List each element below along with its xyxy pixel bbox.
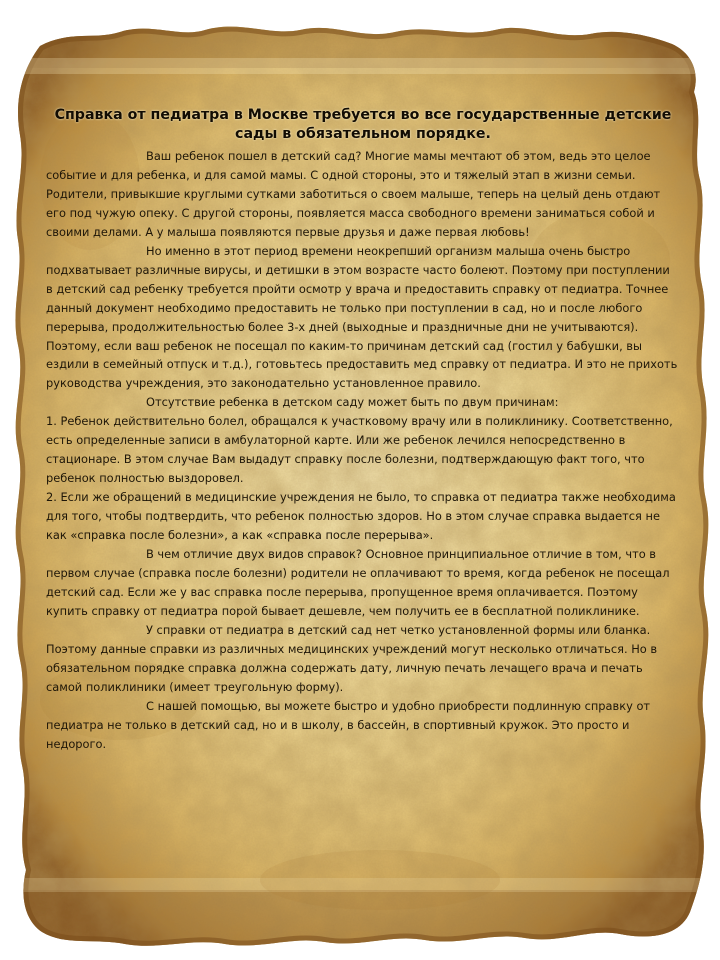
paragraph-reasons: Отсутствие ребенка в детском саду может быть по двум причинам: — [146, 395, 559, 410]
document-body — [46, 106, 680, 754]
document-title: Справка от педиатра в Москве требуется во все государственные детские сады в обязательном порядке. — [54, 107, 672, 142]
paragraph-form: У справки от педиатра в детский сад нет четко установленной формы или бланка. Поэтому данные справки из различных медицинских учреждений могут несколько отличаться. Но в обязательном порядке справка должна содержать дату, личную печать лечащего врача и печать самой поликлиники (имеет треугольную форму). — [46, 622, 658, 694]
paragraph-reason-2: 2. Если же обращений в медицинские учреждения не было, то справка от педиатра также необходима для того, чтобы подтвердить, что ребенок полностью здоров. Но в этом случае справка выдается не как «справка после болезни», а как «справка после перерыва». — [46, 490, 676, 543]
paragraph-difference: В чем отличие двух видов справок? Основное принципиальное отличие в том, что в первом случае (справка после болезни) родители не оплачивают то время, когда ребенок не посещал детский сад. Если же у вас справка после перерыва, пропущенное время оплачивается. Поэтому купить справку от педиатра порой бывает дешевле, чем получить ее в бесплатной поликлинике. — [46, 547, 670, 618]
paragraph-health: Но именно в этот период времени неокрепший организм малыша очень быстро подхватывает различные вирусы, и детишки в этом возрасте часто болеют. Поэтому при поступлении в детский сад ребенку требуется пройти осмотр у врача и предоставить справку от педиатра. Точнее данный документ необходимо предоставить не только при поступлении в сад, но и после любого перерыва, продолжительностью более 3-х дней (выходные и праздничные дни не учитываются). Поэтому, если ваш ребенок не посещал по каким-то причинам детский сад (гостил у бабушки, вы ездили в семейный отпуск и т.д.), готовьтесь предоставить мед справку от педиатра. И это не прихоть руководства учреждения, это законодательно установленное правило. — [46, 243, 678, 391]
paragraph-reason-1: 1. Ребенок действительно болел, обращался к участковому врачу или в поликлинику. Соответственно, есть определенные записи в амбулаторной карте. Или же ребенок лечился непосредственно в стационаре. В этом случае Вам выдадут справку после болезни, подтверждающую факт того, что ребенок полностью выздоровел. — [46, 414, 673, 486]
paragraph-intro: Ваш ребенок пошел в детский сад? Многие мамы мечтают об этом, ведь это целое событие и для ребенка, и для самой мамы. С одной стороны, это и тяжелый этап в жизни семьи. Родители, привыкшие круглыми сутками заботиться о своем малыше, теперь на целый день отдают его под чужую опеку. С другой стороны, появляется масса свободного времени заниматься собой и своими делами. А у малыша появляются первые друзья и даже первая любовь! — [46, 149, 661, 239]
paragraph-offer: С нашей помощью, вы можете быстро и удобно приобрести подлинную справку от педиатра не только в детский сад, но и в школу, в бассейн, в спортивный кружок. Это просто и недорого. — [46, 698, 651, 751]
